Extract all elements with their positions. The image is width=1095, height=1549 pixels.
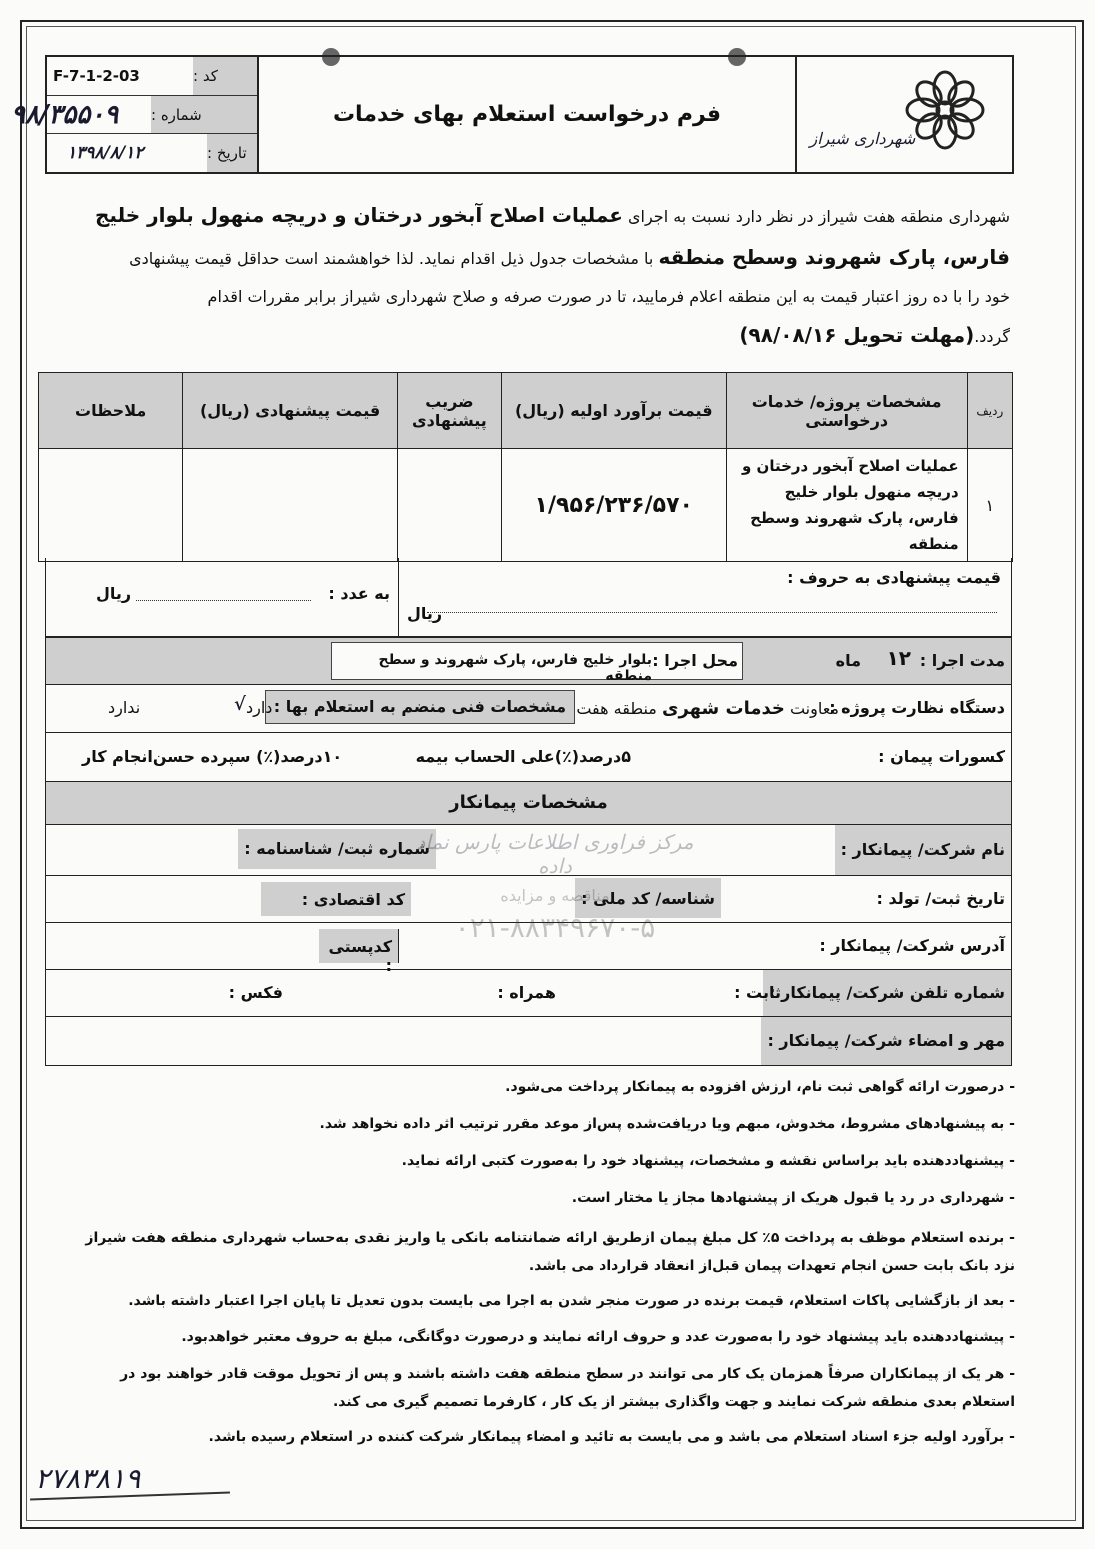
supervision-value-b: خدمات شهری [661, 698, 785, 719]
cell-spec: عملیات اصلاح آبخور درختان و دریچه منهول بلوار خلیج فارس، پارک شهروند وسطح منطقه [726, 449, 967, 562]
offer-words-dots [427, 596, 997, 613]
list-item: - بعد از بازگشایی پاکات استعلام، قیمت برنده در صورت منجر شدن به اجرا می بایست بدون تعدیل تا پایان اجرا اعتبار داشته باشد. [128, 1293, 1015, 1309]
offer-words-unit: ریال [407, 604, 443, 623]
logo-box [795, 57, 1012, 172]
registration-date-label: تاریخ ثبت/ تولد : [876, 889, 1005, 908]
date-label: تاریخ : [207, 134, 257, 172]
intro-line-1 [48, 198, 1010, 234]
intro-line-4 [48, 318, 1010, 354]
contractor-title: مشخصات پیمانکار [449, 792, 608, 813]
intro-text-2b: با مشخصات جدول ذیل اقدام نماید. لذا خواهشمند است حداقل قیمت پیشنهادی [129, 249, 659, 268]
deductions-label: کسورات پیمان : [878, 747, 1005, 766]
fixed-phone-label: ثابت : [734, 983, 781, 1002]
list-item: - شهرداری در رد یا قبول هریک از پیشنهادها مجاز یا مختار است. [571, 1190, 1015, 1206]
intro-project-title-2: فارس، پارک شهروند وسطح منطقه [658, 245, 1010, 269]
supervision-row [45, 684, 1012, 733]
fax-label: فکس : [228, 983, 283, 1002]
offer-digits-label: به عدد : [328, 584, 390, 603]
tech-spec-label: مشخصات فنی منضم به استعلام بها : [265, 690, 575, 724]
cell-notes[interactable] [39, 449, 183, 562]
intro-line-3: خود را با ده روز اعتبار قیمت به این منطقه اعلام فرمایید، تا در صورت صرفه و صلاح شهرداری شیراز برابر مقررات اقدام [207, 287, 1010, 306]
offer-words-label: قیمت پیشنهادی به حروف : [787, 568, 1001, 587]
shiraz-logo [805, 65, 1005, 165]
tech-spec-has: دارد [246, 698, 273, 717]
number-label: شماره : [151, 96, 257, 134]
code-label: کد : [193, 57, 257, 95]
duration-value: ۱۲ [886, 646, 911, 670]
intro-text-4a: گردد. [974, 327, 1010, 346]
list-item: - هر یک از پیمانکاران صرفاً همزمان یک کار می توانند در سطح منطقه هفت داشته باشند و پس از تحویل موقت قادر خواهند بود در استعلام بعدی منطقه شرکت نمایند و جهت واگذاری بیشتر از یک کار ، کارفرما تصمیم گیری می کند. [120, 1366, 1015, 1410]
watermark-phone: ۰۲۱-۸۸۳۴۹۶۷۰-۵ [454, 911, 656, 944]
economic-code-label: کد اقتصادی : [261, 882, 411, 916]
list-item: - پیشنهاددهنده باید براساس نقشه و مشخصات، پیشنهاد خود را به‌صورت کتبی ارائه نماید. [401, 1153, 1015, 1169]
list-item: - درصورت ارائه گواهی ثبت نام، ارزش افزوده به پیمانکار پرداخت می‌شود. [505, 1079, 1015, 1095]
watermark-line-2: مناقصه و مزایده [500, 886, 610, 905]
number-row [11, 96, 257, 135]
cell-estimate: ۱/۹۵۶/۲۳۶/۵۷۰ [501, 449, 726, 562]
col-spec-header: مشخصات پروژه/ خدمات درخواستی [726, 373, 967, 449]
col-offer-header: قیمت پیشنهادی (ریال) [183, 373, 398, 449]
intro-text-1a: شهرداری منطقه هفت شیراز در نظر دارد نسبت به اجرای [622, 207, 1010, 226]
deduction-insurance: ۵درصد(٪)علی الحساب بیمه [415, 747, 631, 766]
cell-row-number: ۱ [967, 449, 1012, 562]
deductions-row [45, 733, 1012, 782]
col-estimate-header: قیمت برآورد اولیه (ریال) [501, 373, 726, 449]
offer-digits-box[interactable] [46, 558, 396, 636]
duration-unit: ماه [835, 651, 861, 670]
supervision-value-c: منطقه هفت [576, 699, 662, 718]
offer-digits-unit: ریال [96, 584, 132, 603]
offer-words-box[interactable] [398, 558, 1011, 636]
duration-location-row [45, 637, 1012, 685]
phone-label: شماره تلفن شرکت/ پیمانکار : [763, 970, 1011, 1016]
list-item: - پیشنهاددهنده باید پیشنهاد خود را به‌صورت عدد و حروف ارائه نمایند و درصورت دوگانگی، مبلغ به حروف معتبر خواهدبود. [181, 1329, 1015, 1345]
cell-offer[interactable] [183, 449, 398, 562]
col-row-header: ردیف [967, 373, 1012, 449]
col-factor-header: ضریب پیشنهادی [397, 373, 501, 449]
code-value: F-7-1-2-03 [53, 66, 140, 85]
supervision-value-a: معاونت [784, 699, 839, 718]
offer-amount-row [45, 558, 1012, 637]
watermark-line-1: مرکز فراوری اطلاعات پارس نماد داده [416, 830, 694, 878]
location-label: محل اجرا : [652, 651, 738, 670]
intro-line-2 [48, 240, 1010, 276]
intro-project-title-1: عملیات اصلاح آبخور درختان و دریچه منهول بلوار خلیج [95, 203, 623, 227]
services-table [38, 372, 1013, 562]
seal-signature-label: مهر و امضاء شرکت/ پیمانکار : [761, 1017, 1011, 1065]
deduction-guarantee: ۱۰درصد(٪) سپرده حسن‌انجام کار [82, 747, 343, 766]
number-value: ۹۸/۳۵۵۰۹ [11, 99, 119, 130]
footer-handwritten-number: ۲۷۸۳۸۱۹ [35, 1462, 141, 1495]
terms-list [70, 1076, 1015, 1448]
list-item: - به پیشنهادهای مشروط، مخدوش، مبهم ویا دریافت‌شده پس‌از موعد مقرر ترتیب اثر داده نخواهد شد. [319, 1116, 1015, 1132]
watermark-stamp [400, 830, 710, 950]
offer-digits-dots [136, 584, 311, 601]
form-header [11, 55, 1014, 174]
list-item: - برنده استعلام موظف به پرداخت ۵٪ کل مبلغ پیمان ازطریق ارائه ضمانتنامه بانکی یا واریز نقدی به‌حساب شهرداری منطقه هفت شیراز نزد بانک بابت حسن انجام تعهدات پیمان قبل‌از انعقاد قرارداد می باشد. [85, 1230, 1015, 1274]
code-row [47, 57, 257, 96]
registration-number-label: شماره ثبت/ شناسنامه : [238, 829, 436, 869]
contractor-title-row [45, 782, 1012, 825]
location-box [331, 642, 743, 684]
table-header-row [39, 373, 1013, 449]
tech-spec-check: √ [234, 694, 246, 715]
supervision-label: دستگاه نظارت پروژه : [829, 698, 1005, 717]
location-value: بلوار خلیج فارس، پارک شهروند و سطح منطقه [378, 652, 652, 684]
date-row [47, 134, 257, 172]
cell-factor[interactable] [397, 449, 501, 562]
list-item: - برآورد اولیه جزء اسناد استعلام می باشد و می بایست به تائید و امضاء پیمانکار شرکت کننده در استعلام رسیده باشد. [208, 1429, 1015, 1445]
header-meta-box [11, 57, 259, 172]
col-notes-header: ملاحظات [39, 373, 183, 449]
contractor-phone-row[interactable] [45, 970, 1012, 1017]
intro-paragraph [48, 198, 1010, 354]
contractor-seal-row[interactable] [45, 1017, 1012, 1066]
tech-spec-has-not: ندارد [108, 698, 141, 717]
flower-logo-icon [805, 65, 1005, 165]
form-title: فرم درخواست استعلام بهای خدمات [332, 102, 722, 127]
national-id-label: شناسه/ کد ملی : [575, 878, 721, 918]
duration-label: مدت اجرا : [919, 651, 1005, 670]
postal-code-label: کدپستی : [319, 929, 399, 963]
table-row [39, 449, 1013, 562]
mobile-label: همراه : [497, 983, 556, 1002]
supervision-value [576, 698, 839, 719]
address-label: آدرس شرکت/ پیمانکار : [819, 936, 1005, 955]
date-value: ۱۳۹۸/۸/۱۲ [67, 143, 144, 164]
deadline-text: (مهلت تحویل ۹۸/۰۸/۱۶) [739, 323, 975, 347]
company-name-label: نام شرکت/ پیمانکار : [835, 825, 1011, 875]
logo-text: شهرداری شیراز [809, 128, 916, 148]
